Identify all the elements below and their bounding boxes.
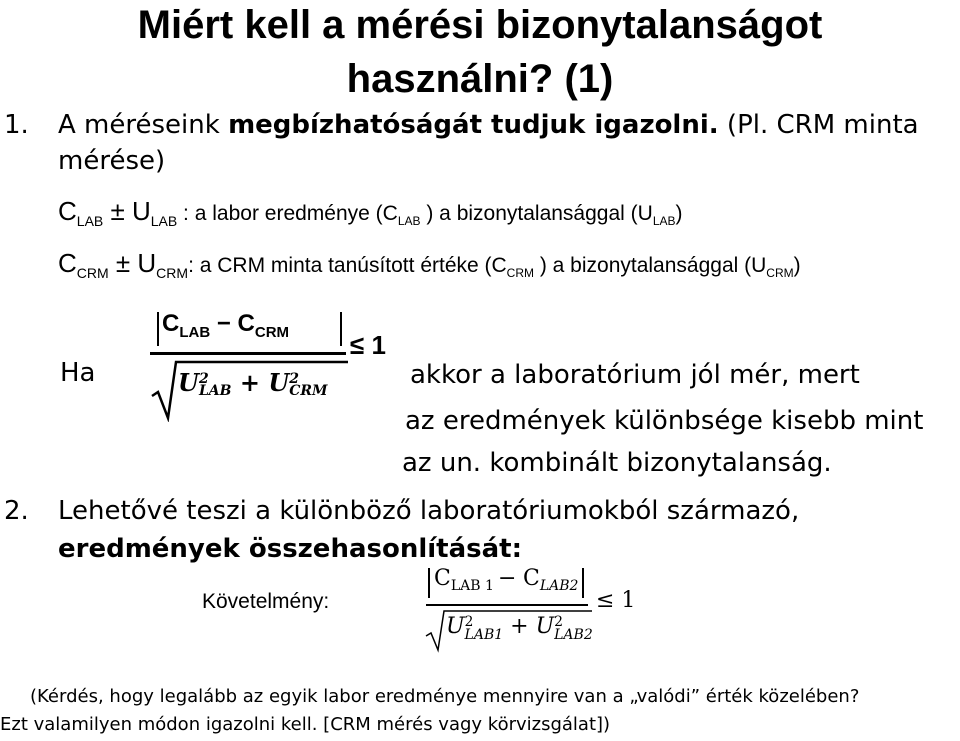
requirement-label: Követelmény:	[202, 590, 330, 613]
condition-ha: Ha	[60, 358, 96, 388]
definition-crm: $C_{CRM} \pm U_{CRM}$: a CRM minta tanúsított értéke ($C_{CRM}$ ) a bizonytalansággal $(U_{CRM})$	[58, 248, 801, 281]
item1-number: 1.	[4, 110, 29, 140]
condition-line3: az un. kombinált bizonytalanság.	[402, 448, 832, 478]
item1-text-cont: mérése)	[58, 146, 166, 176]
page-title-line1: Miért kell a mérési bizonytalanságot	[137, 3, 823, 47]
condition-line1: akkor a laboratórium jól mér, mert	[410, 360, 860, 390]
item2-text: Lehetővé teszi a különböző laboratóriumokból származó,	[58, 496, 800, 526]
definition-lab: $C_{LAB} \pm U_{LAB}$ : a labor eredménye ($C_{LAB}$ ) a bizonytalansággal $(U_{LAB})$	[58, 196, 683, 229]
item2-number: 2.	[4, 496, 29, 526]
footer-line2: Ezt valamilyen módon igazolni kell. [CRM mérés vagy körvizsgálat])	[0, 714, 611, 735]
page-title-line2: használni? (1)	[346, 57, 614, 101]
item2-text-bold: eredmények összehasonlítását:	[58, 534, 522, 564]
item1-text: A méréseink megbízhatóságát tudjuk igazolni. (Pl. CRM minta	[58, 110, 919, 140]
footer-line1: (Kérdés, hogy legalább az egyik labor eredménye mennyire van a „valódi” érték közelében?	[30, 686, 860, 707]
condition-line2: az eredmények különbsége kisebb mint	[405, 406, 924, 436]
